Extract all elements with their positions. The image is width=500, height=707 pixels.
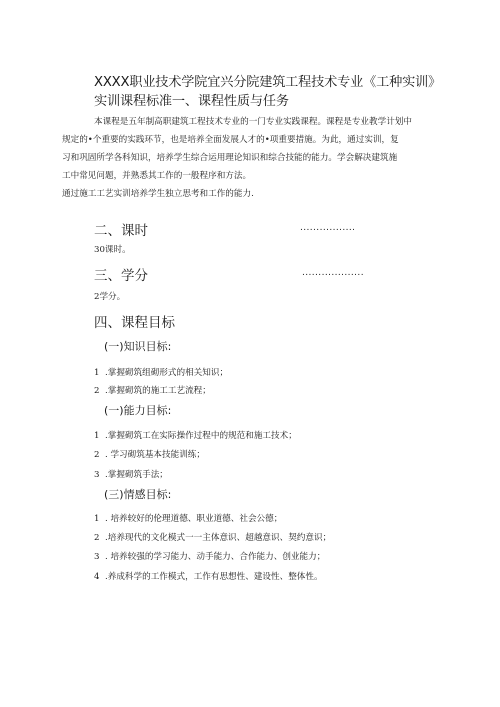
intro-line: 工中常见问题，并熟悉其工作的一般程序和方法。 bbox=[62, 171, 252, 181]
item-text: .掌握砌筑组砌形式的相关知识； bbox=[105, 368, 229, 378]
credits-value: 2学分。 bbox=[94, 292, 126, 302]
leader-dots: ................... bbox=[302, 268, 364, 278]
section-heading-objectives: 四、课程目标 bbox=[94, 315, 175, 331]
subheading-ability: (一)能力目标: bbox=[104, 404, 172, 417]
title-line-2: 实训课程标准一、课程性质与任务 bbox=[94, 94, 289, 109]
item-number: 2 bbox=[94, 533, 100, 543]
intro-line: 通过施工工艺实训培养学生独立思考和工作的能力. bbox=[62, 189, 254, 199]
item-text: .掌握砌筑工在实际操作过程中的规范和施工技术； bbox=[105, 431, 297, 441]
item-number: 1 bbox=[94, 514, 100, 524]
item-number: 2 bbox=[94, 450, 100, 460]
title-line-1: XXXX职业技术学院宜兴分院建筑工程技术专业《工种实训》 bbox=[94, 75, 442, 90]
item-text: .养成科学的工作模式，工作有思想性、建设性、整体性。 bbox=[105, 572, 323, 582]
item-text: .掌握砌筑的施工工艺流程； bbox=[105, 386, 211, 396]
item-text: .掌握砌筑手法； bbox=[105, 470, 168, 480]
item-number: 3 bbox=[94, 470, 100, 480]
intro-line: 规定的•个重要的实践环节，也是培养全面发展人才的•项重要措施。为此，通过实训，复 bbox=[62, 135, 399, 145]
item-number: 2 bbox=[94, 386, 100, 396]
subheading-affect: (三)情感目标: bbox=[104, 488, 172, 501]
section-heading-credits: 三、学分 bbox=[94, 268, 148, 284]
hours-value: 30课时。 bbox=[94, 245, 131, 255]
item-number: 3 bbox=[94, 552, 100, 562]
section-heading-hours: 二、课时 bbox=[94, 223, 148, 239]
item-number: 4 bbox=[94, 572, 100, 582]
item-text: . 学习砌筑基本技能训练； bbox=[105, 450, 205, 460]
intro-line: 本课程是五年制高职建筑工程技术专业的一门专业实践课程。课程是专业教学计划中 bbox=[94, 117, 412, 127]
item-text: .培养现代的文化模式一一主体意识、超越意识、契约意识； bbox=[105, 533, 332, 543]
item-number: 1 bbox=[94, 368, 100, 378]
item-text: . 培养较好的伦理道德、职业道德、社会公德； bbox=[105, 514, 283, 524]
intro-line: 习和巩固所学各科知识，培养学生综合运用理论知识和综合技能的能力。学会解决建筑施 bbox=[62, 153, 398, 163]
leader-dots: ................. bbox=[300, 223, 356, 233]
item-text: . 培养较强的学习能力、动手能力、合作能力、创业能力； bbox=[105, 552, 326, 562]
item-number: 1 bbox=[94, 431, 100, 441]
subheading-knowledge: (一)知识目标: bbox=[104, 340, 172, 353]
